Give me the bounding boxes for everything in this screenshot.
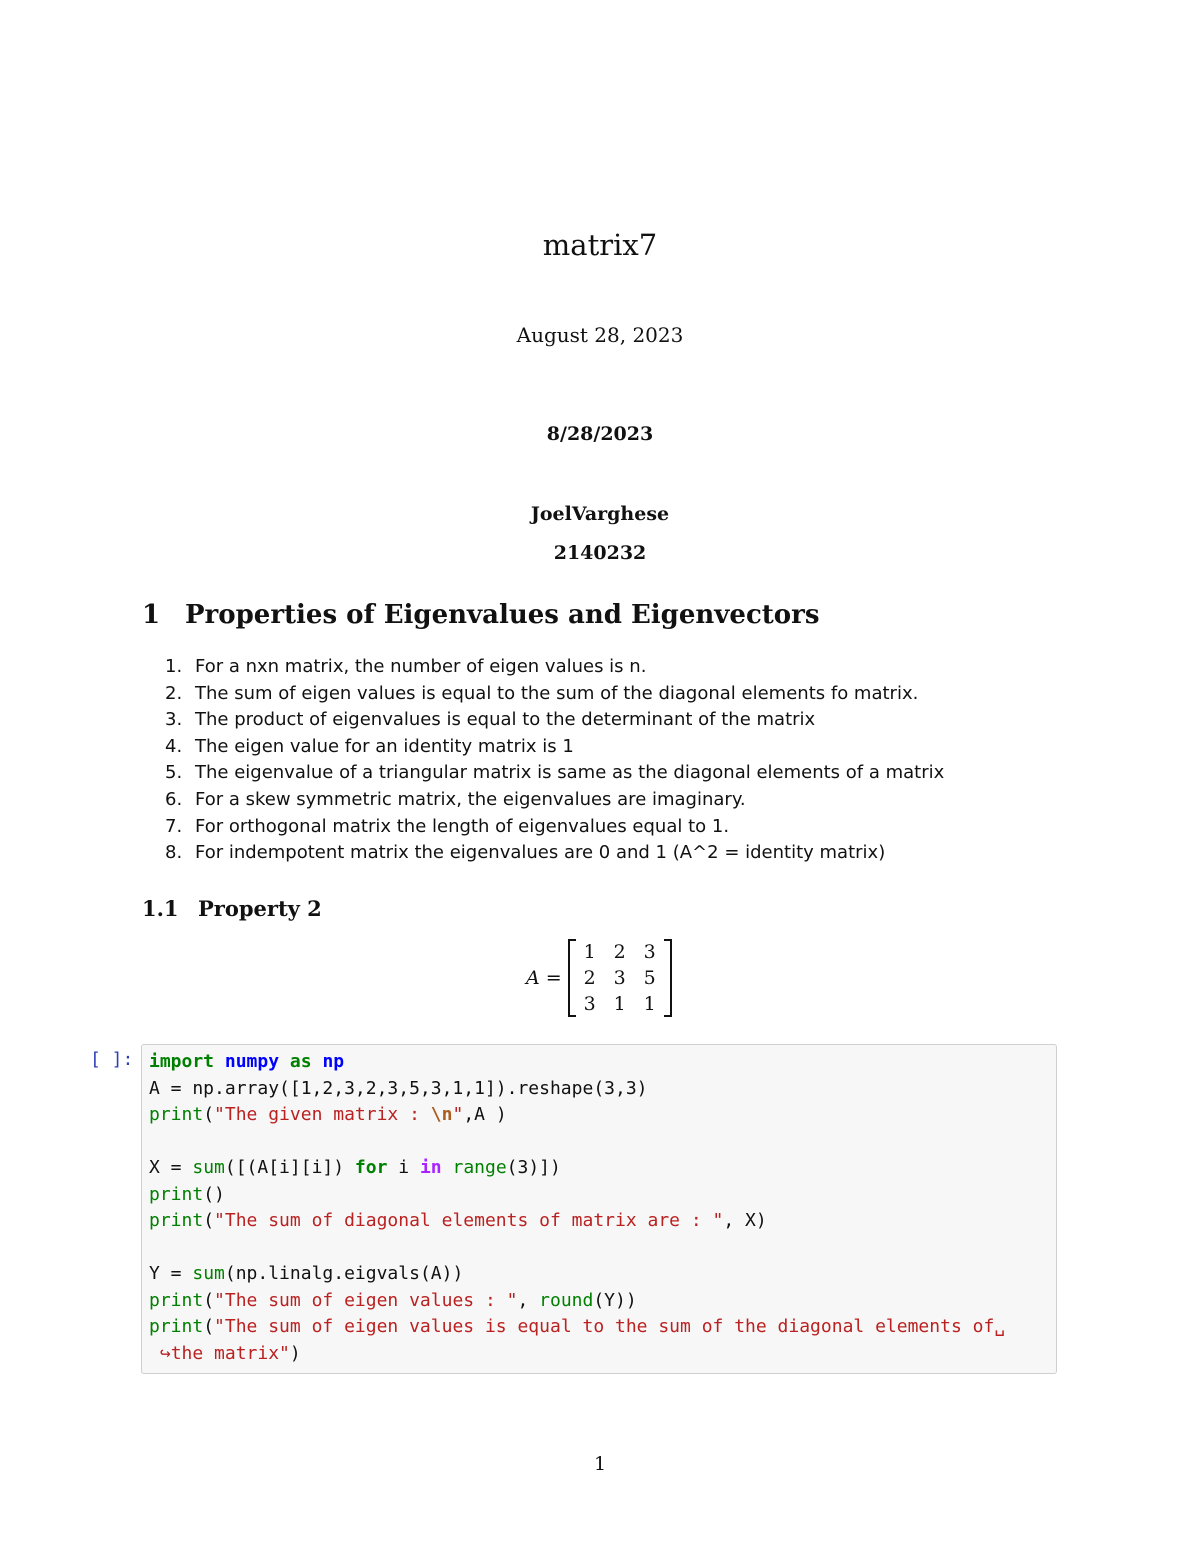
subsection-title: Property 2 <box>198 896 322 921</box>
matrix-cell: 2 <box>583 967 596 989</box>
section-heading <box>142 600 819 630</box>
author-name: JoelVarghese <box>530 503 670 525</box>
list-item-text: The eigen value for an identity matrix is 1 <box>195 735 574 757</box>
list-item-index: 8. <box>165 842 183 864</box>
equation-equals: = <box>545 967 562 989</box>
matrix-cell: 2 <box>613 941 626 963</box>
list-item-text: The sum of eigen values is equal to the sum of the diagonal elements fo matrix. <box>195 682 919 704</box>
list-item-text: For a nxn matrix, the number of eigen values is n. <box>195 656 647 677</box>
section-number: 1 <box>142 600 161 630</box>
code-line: print("The sum of eigen values is equal to the sum of the diagonal elements of␣ <box>149 1316 1006 1337</box>
list-item-text: For orthogonal matrix the length of eigenvalues equal to 1. <box>195 815 730 837</box>
list-item-text: The eigenvalue of a triangular matrix is same as the diagonal elements of a matrix <box>195 762 945 784</box>
subsection-number: 1.1 <box>142 896 179 921</box>
list-item-index: 3. <box>165 709 183 731</box>
list-item <box>165 840 944 867</box>
equation-lhs: A <box>526 967 540 989</box>
list-item-index: 1. <box>165 656 183 677</box>
matrix-cell: 1 <box>643 993 656 1015</box>
line-wrap-icon: ␣ <box>994 1316 1006 1337</box>
list-item <box>165 814 944 841</box>
list-item <box>165 654 944 681</box>
matrix-a <box>568 939 672 1017</box>
list-item-text: The product of eigenvalues is equal to the determinant of the matrix <box>195 709 816 731</box>
document-title: matrix7 <box>542 228 658 262</box>
matrix-cell: 3 <box>643 941 656 963</box>
code-line: A = np.array([1,2,3,2,3,5,3,1,1]).reshape(3,3) <box>149 1077 648 1099</box>
section-title: Properties of Eigenvalues and Eigenvectors <box>185 600 820 630</box>
cell-prompt: [ ]: <box>90 1049 134 1070</box>
date-line: 8/28/2023 <box>546 423 654 445</box>
list-item <box>165 707 944 734</box>
list-item <box>165 734 944 761</box>
list-item-text: For indempotent matrix the eigenvalues are 0 and 1 (A^2 = identity matrix) <box>195 842 886 864</box>
line-continuation-icon: ↪ <box>149 1342 171 1364</box>
matrix-cell: 3 <box>613 967 626 989</box>
student-id: 2140232 <box>553 542 647 564</box>
list-item <box>165 681 944 708</box>
list-item-index: 7. <box>165 815 183 837</box>
code-line: Y = sum(np.linalg.eigvals(A)) <box>149 1263 464 1284</box>
matrix-cell: 5 <box>643 967 656 989</box>
matrix-cell: 3 <box>583 993 596 1015</box>
list-item-index: 2. <box>165 682 183 704</box>
matrix-equation <box>526 938 672 1018</box>
code-line: print("The sum of eigen values : ", round(Y)) <box>149 1289 637 1311</box>
list-item <box>165 787 944 814</box>
properties-list <box>165 654 944 867</box>
code-line: print("The sum of diagonal elements of matrix are : ", X) <box>149 1210 767 1231</box>
matrix-cell: 1 <box>583 941 596 963</box>
list-item-index: 6. <box>165 788 183 810</box>
code-line: ↪the matrix") <box>149 1342 301 1364</box>
matrix-cell: 1 <box>613 993 626 1015</box>
code-line: X = sum([(A[i][i]) for i in range(3)]) <box>149 1157 561 1178</box>
code-line: print("The given matrix : \n",A ) <box>149 1104 507 1125</box>
list-item-index: 5. <box>165 762 183 784</box>
list-item <box>165 760 944 787</box>
page-number: 1 <box>593 1453 607 1475</box>
list-item-index: 4. <box>165 735 183 757</box>
code-editor[interactable] <box>149 1049 1005 1367</box>
subsection-heading <box>142 896 322 921</box>
list-item-text: For a skew symmetric matrix, the eigenvalues are imaginary. <box>195 788 746 810</box>
code-line: print() <box>149 1183 225 1205</box>
code-line: import numpy as np <box>149 1051 345 1072</box>
document-date: August 28, 2023 <box>516 323 684 347</box>
